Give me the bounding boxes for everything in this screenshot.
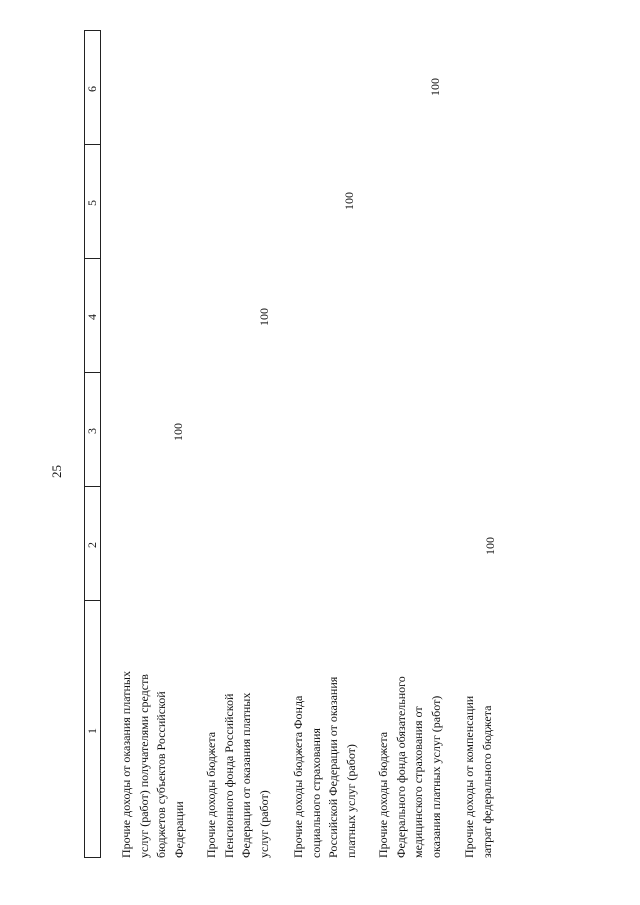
table-row-description: Прочие доходы бюджета Пенсионного фонда Российской Федерации от оказания платных услуг (работ)	[204, 692, 271, 858]
header-right-border	[84, 857, 101, 858]
header-cell-6: 6	[85, 86, 99, 92]
table-row-value: 100	[483, 537, 497, 555]
table-row-value: 100	[428, 78, 442, 96]
table-row-value: 100	[257, 308, 271, 326]
column-divider	[84, 600, 101, 601]
header-cell-5: 5	[85, 200, 99, 206]
column-divider	[84, 372, 101, 373]
table-row-value: 100	[342, 192, 356, 210]
header-left-border	[84, 30, 101, 31]
column-divider	[84, 258, 101, 259]
table-row-value: 100	[171, 423, 185, 441]
header-bottom-border	[100, 30, 101, 858]
column-divider	[84, 486, 101, 487]
header-cell-4: 4	[85, 314, 99, 320]
header-cell-1: 1	[85, 728, 99, 734]
header-cell-2: 2	[85, 542, 99, 548]
table-row-description: Прочие доходы от компенсации затрат федерального бюджета	[462, 695, 494, 858]
table-row-description: Прочие доходы бюджета Федерального фонда обязательного медицинского страхования от оказания платных услуг (работ)	[376, 676, 443, 858]
page-number: 25	[49, 465, 64, 478]
column-divider	[84, 144, 101, 145]
table-row-description: Прочие доходы от оказания платных услуг (работ) получателями средств бюджетов субъектов Российской Федерации	[119, 671, 186, 858]
table-row-description: Прочие доходы бюджета Фонда социального страхования Российской Федерации от оказания платных услуг (работ)	[291, 676, 358, 858]
header-cell-3: 3	[85, 428, 99, 434]
